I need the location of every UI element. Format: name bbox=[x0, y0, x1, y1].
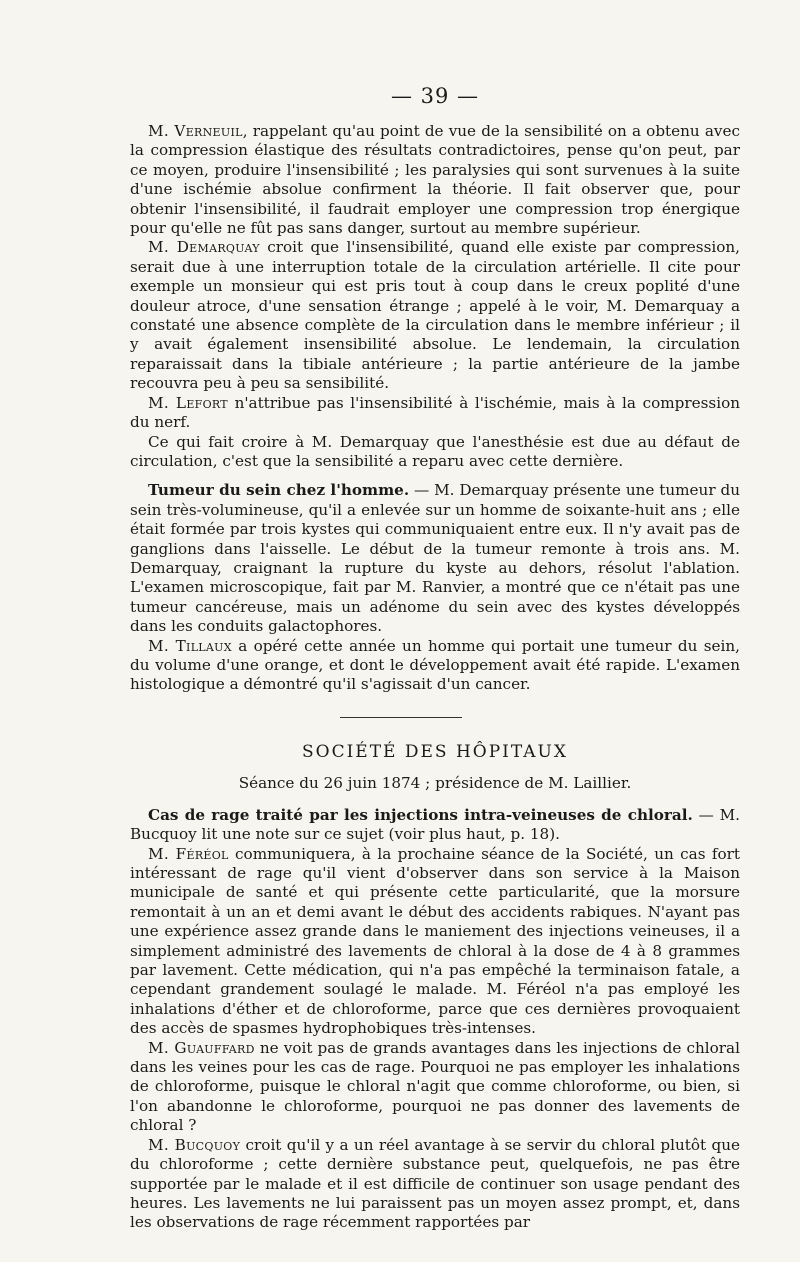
session-line: Séance du 26 juin 1874 ; présidence de M. Laillier. bbox=[238, 773, 632, 792]
speaker-name: M. Bucquoy bbox=[148, 1135, 241, 1154]
paragraph bbox=[130, 845, 740, 1039]
speaker-name: M. Lefort bbox=[148, 393, 228, 412]
paragraph bbox=[130, 637, 740, 695]
paragraph bbox=[130, 394, 740, 433]
paragraph bbox=[130, 122, 740, 238]
paragraph bbox=[130, 1136, 740, 1233]
rage-paragraph bbox=[130, 806, 740, 845]
speaker-name: M. Tillaux bbox=[148, 636, 232, 655]
section-part1 bbox=[130, 122, 740, 471]
paragraph-text: — M. Demarquay présente une tumeur du sein très-volumineuse, qu'il a enlevée sur un homme de soixante-huit ans ; elle était formée par trois kystes qui communiquaient entre eux. Il n'y avait pas de ganglions dans l'aisselle. Le début de la tumeur remonte à trois ans. M. Demarquay, craignant la rupture du kyste au dehors, résolut l'ablation. L'examen microscopique, fait par M. Ranvier, a montré que ce n'était pas une tumeur cancéreuse, mais un adénome du sein avec des kystes développés dans les conduits galactophores. bbox=[130, 481, 740, 636]
speaker-name: M. Féréol bbox=[148, 844, 229, 863]
paragraph bbox=[130, 1039, 740, 1136]
speaker-name: M. Verneuil bbox=[148, 122, 243, 140]
paragraph-text: , rappelant qu'au point de vue de la sensibilité on a obtenu avec la compression élastique des résultats contradictoires, pense qu'on peut, par ce moyen, produire l'insensibilité ; les paralysies qui sont survenues à la suite d'une ischémie absolue confirment la théorie. Il fait observer que, pour obtenir l'insensibilité, il faudrait employer une compression trop énergique pour qu'elle ne fût pas sans danger, surtout au membre supérieur. bbox=[130, 122, 740, 238]
section-heading: Tumeur du sein chez l'homme. bbox=[148, 481, 410, 500]
paragraph bbox=[130, 433, 740, 472]
paragraph bbox=[130, 238, 740, 393]
society-heading: SOCIÉTÉ DES HÔPITAUX bbox=[302, 741, 568, 762]
section-heading: Cas de rage traité par les injections intra-veineuses de chloral. bbox=[148, 805, 693, 824]
section-divider bbox=[340, 717, 462, 718]
paragraph-text: croit qu'il y a un réel avantage à se servir du chloral plutôt que du chloroforme ; cette dernière substance peut, quelquefois, ne pas être supportée par le malade et il est difficile de continuer son usage pendant des heures. Les lavements ne lui paraissent pas un moyen assez prompt, et, dans les observations de rage récemment rapportées par bbox=[130, 1135, 740, 1232]
paragraph-text: a opéré cette année un homme qui portait une tumeur du sein, du volume d'une orange, et dont le développement avait été rapide. L'examen histologique a démontré qu'il s'agissait d'un cancer. bbox=[130, 636, 740, 694]
page-number: — 39 — bbox=[390, 84, 480, 108]
speaker-name: M. Guauffard bbox=[148, 1038, 255, 1057]
paragraph-text: — M. Bucquoy lit une note sur ce sujet (voir plus haut, p. 18). bbox=[130, 805, 740, 844]
paragraph-text: Ce qui fait croire à M. Demarquay que l'anesthésie est due au défaut de circulation, c'est que la sensibilité a reparu avec cette dernière. bbox=[130, 432, 740, 470]
section-part2 bbox=[130, 845, 740, 1233]
paragraph-text: communiquera, à la prochaine séance de la Société, un cas fort intéressant de rage qu'il vient d'observer dans son service à la Maison municipale de santé et qui présente cette particularité, que la morsure remontait à un an et demi avant le début des accidents rabiques. N'ayant pas une expérience assez grande dans le maniement des injections veineuses, il a simplement administré des lavements de chloral à la dose de 4 à 8 grammes par lavement. Cette médication, qui n'a pas empêché la terminaison fatale, a cependant grandement soulagé le malade. M. Féréol n'a pas employé les inhalations d'éther et de chloroforme, parce que ces dernières provoquaient des accès de spasmes hydrophobiques très-intenses. bbox=[130, 844, 740, 1038]
paragraph-text: croit que l'insensibilité, quand elle existe par compression, serait due à une interruption totale de la circulation artérielle. Il cite pour exemple un monsieur qui est pris tout à coup dans le creux poplité d'une douleur atroce, d'une sensation étrange ; appelé à le voir, M. Demarquay a constaté une absence complète de la circulation dans le membre inférieur ; il y avait également insensibilité absolue. Le lendemain, la circulation reparaissait dans la tibiale antérieure ; la partie antérieure de la jambe recouvra peu à peu sa sensibilité. bbox=[130, 238, 740, 393]
tumeur-paragraph bbox=[130, 481, 740, 636]
speaker-name: M. Demarquay bbox=[148, 238, 260, 257]
paragraph-text: n'attribue pas l'insensibilité à l'ischémie, mais à la compression du nerf. bbox=[130, 393, 740, 432]
paragraph-text: ne voit pas de grands avantages dans les injections de chloral dans les veines pour les cas de rage. Pourquoi ne pas employer les inhalations de chloroforme, puisque le chloral n'agit que comme chloroforme, ou bien, si l'on abandonne le chloroforme, pourquoi ne pas donner des lavements de chloral ? bbox=[130, 1038, 740, 1135]
